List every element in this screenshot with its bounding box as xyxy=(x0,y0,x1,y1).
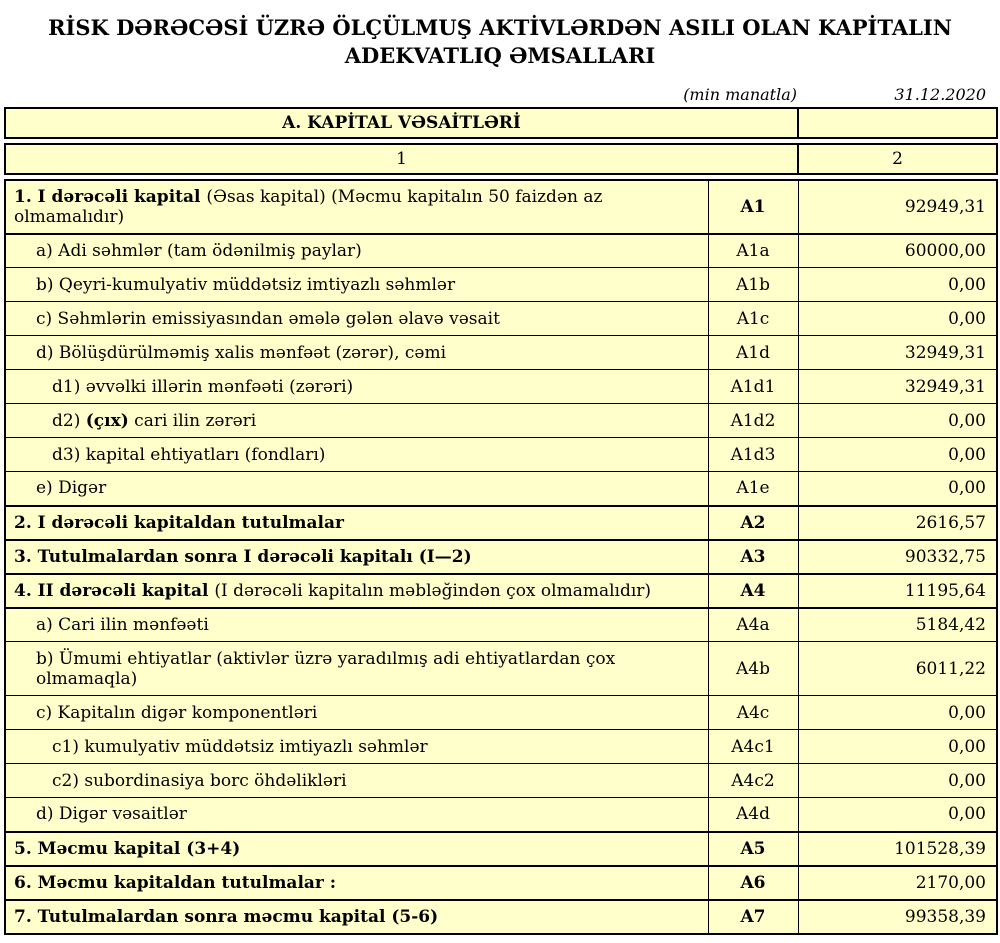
table-row xyxy=(5,404,997,438)
row-label xyxy=(5,404,708,438)
row-value: 0,00 xyxy=(798,438,997,472)
row-value: 6011,22 xyxy=(798,642,997,696)
section-header-empty-cell xyxy=(798,108,997,138)
report-page xyxy=(2,0,998,943)
row-code: A1d3 xyxy=(708,438,798,472)
row-code: A1b xyxy=(708,268,798,302)
unit-note: (min manatla) xyxy=(683,84,797,104)
row-label-segment: d) Bölüşdürülməmiş xalis mənfəət (zərər), cəmi xyxy=(36,342,447,363)
table-row xyxy=(5,370,997,404)
row-value: 99358,39 xyxy=(798,900,997,934)
row-code: A1d1 xyxy=(708,370,798,404)
row-label xyxy=(5,798,708,832)
table-row xyxy=(5,268,997,302)
table-row xyxy=(5,302,997,336)
section-header-table xyxy=(4,107,998,139)
row-label xyxy=(5,438,708,472)
row-code: A6 xyxy=(708,866,798,900)
row-label-segment: e) Digər xyxy=(36,478,107,499)
column-index-2: 2 xyxy=(798,144,997,174)
page-title-line1: RİSK DƏRƏCƏSİ ÜZRƏ ÖLÇÜLMUŞ AKTİVLƏRDƏN ASILI OLAN KAPİTALIN xyxy=(48,15,952,40)
row-label xyxy=(5,302,708,336)
page-title xyxy=(4,14,996,71)
table-row xyxy=(5,180,997,234)
row-label xyxy=(5,472,708,506)
row-code: A1d2 xyxy=(708,404,798,438)
table-row xyxy=(5,234,997,268)
row-label xyxy=(5,832,708,866)
row-value: 0,00 xyxy=(798,268,997,302)
row-label xyxy=(5,730,708,764)
row-label-segment: d1) əvvəlki illərin mənfəəti (zərəri) xyxy=(52,376,354,397)
row-value: 0,00 xyxy=(798,472,997,506)
row-code: A5 xyxy=(708,832,798,866)
row-value: 2170,00 xyxy=(798,866,997,900)
row-label xyxy=(5,268,708,302)
row-label-segment: (Əsas kapital) (Məcmu kapitalın 50 faizdən az olmamalıdır) xyxy=(14,186,603,227)
row-label-segment: cari ilin zərəri xyxy=(128,410,257,431)
page-title-line2: ADEKVATLIQ ƏMSALLARI xyxy=(344,43,656,69)
row-label xyxy=(5,900,708,934)
row-value: 5184,42 xyxy=(798,608,997,642)
row-label-segment: c) Səhmlərin emissiyasından əmələ gələn əlavə vəsait xyxy=(36,308,500,329)
row-label-segment: d3) kapital ehtiyatları (fondları) xyxy=(52,444,326,465)
section-header-label: A. KAPİTAL VƏSAİTLƏRİ xyxy=(5,108,798,138)
row-code: A1e xyxy=(708,472,798,506)
row-code: A4a xyxy=(708,608,798,642)
row-label-segment: 4. II dərəcəli kapital xyxy=(14,580,215,601)
table-row xyxy=(5,540,997,574)
row-code: A1d xyxy=(708,336,798,370)
row-label xyxy=(5,370,708,404)
row-value: 0,00 xyxy=(798,696,997,730)
row-label xyxy=(5,866,708,900)
row-code: A4c2 xyxy=(708,764,798,798)
row-label xyxy=(5,608,708,642)
row-value: 0,00 xyxy=(798,404,997,438)
capital-values-table xyxy=(4,179,998,935)
table-row xyxy=(5,608,997,642)
row-value: 11195,64 xyxy=(798,574,997,608)
row-label-segment: 5. Məcmu kapital (3+4) xyxy=(14,838,241,859)
row-code: A1 xyxy=(708,180,798,234)
row-label xyxy=(5,764,708,798)
row-label-segment: c2) subordinasiya borc öhdəlikləri xyxy=(52,770,347,791)
row-label-segment: c) Kapitalın digər komponentləri xyxy=(36,702,318,723)
row-label xyxy=(5,180,708,234)
row-label-segment: (çıx) xyxy=(85,410,129,431)
row-label xyxy=(5,234,708,268)
row-code: A2 xyxy=(708,506,798,540)
row-code: A4 xyxy=(708,574,798,608)
column-index-table xyxy=(4,143,998,175)
section-header-row xyxy=(5,108,997,138)
row-label-segment: d) Digər vəsaitlər xyxy=(36,804,187,825)
row-label xyxy=(5,696,708,730)
row-label-segment: 2. I dərəcəli kapitaldan tutulmalar xyxy=(14,512,344,533)
row-value: 92949,31 xyxy=(798,180,997,234)
table-row xyxy=(5,866,997,900)
row-label xyxy=(5,574,708,608)
table-row xyxy=(5,574,997,608)
table-row xyxy=(5,506,997,540)
row-code: A4c xyxy=(708,696,798,730)
row-value: 2616,57 xyxy=(798,506,997,540)
table-row xyxy=(5,336,997,370)
row-label-segment: c1) kumulyativ müddətsiz imtiyazlı səhmlər xyxy=(52,736,428,757)
report-date: 31.12.2020 xyxy=(894,84,986,104)
table-row xyxy=(5,472,997,506)
table-row xyxy=(5,642,997,696)
row-label-segment: a) Adi səhmlər (tam ödənilmiş paylar) xyxy=(36,240,362,261)
table-row xyxy=(5,832,997,866)
row-label-segment: 1. I dərəcəli kapital xyxy=(14,186,207,207)
row-label-segment: b) Ümumi ehtiyatlar (aktivlər üzrə yaradılmış adi ehtiyatlardan çox olmamaqla) xyxy=(36,648,616,689)
row-code: A7 xyxy=(708,900,798,934)
row-label-segment: b) Qeyri-kumulyativ müddətsiz imtiyazlı səhmlər xyxy=(36,274,456,295)
row-code: A4c1 xyxy=(708,730,798,764)
row-label xyxy=(5,506,708,540)
row-label xyxy=(5,540,708,574)
table-row xyxy=(5,900,997,934)
row-code: A1c xyxy=(708,302,798,336)
row-value: 0,00 xyxy=(798,798,997,832)
table-row xyxy=(5,696,997,730)
column-index-1: 1 xyxy=(5,144,798,174)
row-value: 60000,00 xyxy=(798,234,997,268)
meta-row xyxy=(4,85,996,104)
row-value: 101528,39 xyxy=(798,832,997,866)
row-label-segment: a) Cari ilin mənfəəti xyxy=(36,614,209,635)
row-value: 0,00 xyxy=(798,764,997,798)
row-value: 90332,75 xyxy=(798,540,997,574)
table-row xyxy=(5,730,997,764)
row-value: 32949,31 xyxy=(798,336,997,370)
row-code: A4d xyxy=(708,798,798,832)
row-label xyxy=(5,642,708,696)
table-row xyxy=(5,798,997,832)
column-index-row xyxy=(5,144,997,174)
table-row xyxy=(5,764,997,798)
row-value: 32949,31 xyxy=(798,370,997,404)
row-label xyxy=(5,336,708,370)
row-code: A3 xyxy=(708,540,798,574)
table-row xyxy=(5,438,997,472)
row-value: 0,00 xyxy=(798,302,997,336)
row-value: 0,00 xyxy=(798,730,997,764)
row-code: A1a xyxy=(708,234,798,268)
row-label-segment: d2) xyxy=(52,410,86,431)
row-label-segment: 6. Məcmu kapitaldan tutulmalar : xyxy=(14,872,337,893)
row-code: A4b xyxy=(708,642,798,696)
row-label-segment: 3. Tutulmalardan sonra I dərəcəli kapitalı (I—2) xyxy=(14,546,472,567)
row-label-segment: 7. Tutulmalardan sonra məcmu kapital (5-6) xyxy=(14,906,439,927)
row-label-segment: (I dərəcəli kapitalın məbləğindən çox olmamalıdır) xyxy=(214,580,652,601)
